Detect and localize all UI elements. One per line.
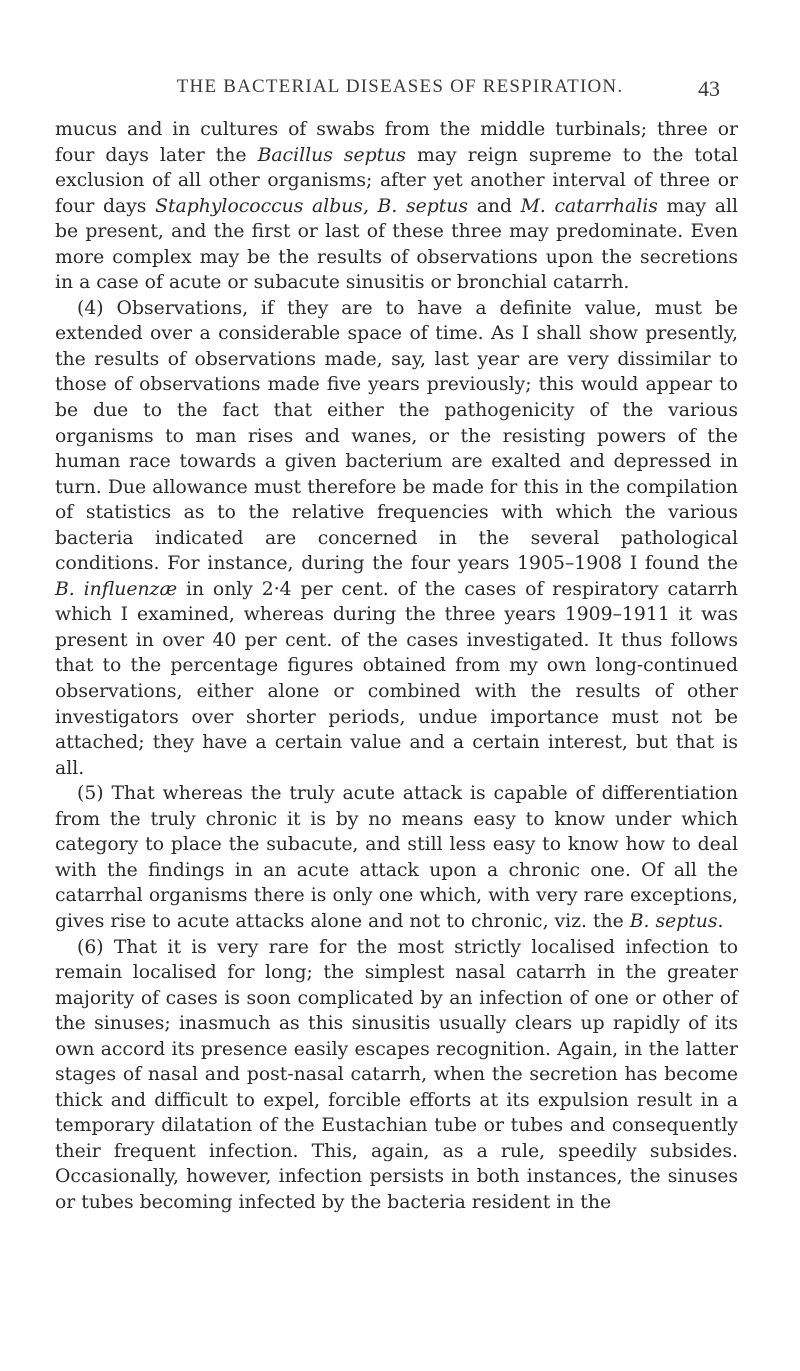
paragraph-point-5	[55, 781, 738, 934]
species-name: B. septus	[629, 910, 718, 932]
paragraph-point-4	[55, 296, 738, 781]
species-name: Bacillus septus	[257, 144, 406, 166]
text-segment: (5) That whereas the truly acute attack is capable of differentiation from the truly chronic it is by no means easy to know under which category to place the subacute, and still less easy to know how to deal with the findings in an acute attack upon a chronic one. Of all the catarrhal organisms there is only one which, with very rare exceptions, gives rise to acute attacks alone and not to chronic, viz. the	[55, 783, 738, 932]
species-name: Staphylococcus albus, B. septus	[155, 195, 469, 217]
paragraph-continuation	[55, 117, 738, 296]
running-head	[0, 76, 800, 100]
text-segment: .	[717, 910, 724, 932]
running-title: THE BACTERIAL DISEASES OF RESPIRATION.	[176, 76, 624, 97]
text-segment: mucus and in cultures of swabs from the middle turbinals; three or four days later the	[55, 119, 738, 166]
text-segment: may reign supreme to the total exclusion of all other organisms; after yet another interval of three or four days	[55, 144, 738, 217]
text-segment: in only 2·4 per cent. of the cases of respiratory catarrh which I examined, whereas during the three years 1909–1911 it was present in over 40 per cent. of the cases investigated. It thus follows that to the percentage figures obtained from my own long-continued observations, either alone or combined with the results of other investigators over shorter periods, undue importance must not be attached; they have a certain value and a certain interest, but that is all.	[55, 578, 739, 779]
text-segment: (6) That it is very rare for the most strictly localised infection to remain localised for long; the simplest nasal catarrh in the greater majority of cases is soon complicated by an infection of one or other of the sinuses; inasmuch as this sinusitis usually clears up rapidly of its own accord its presence easily escapes recognition. Again, in the latter stages of nasal and post-nasal catarrh, when the secretion has become thick and difficult to expel, forcible efforts at its expulsion result in a temporary dilatation of the Eustachian tube or tubes and consequently their frequent infection. This, again, as a rule, speedily subsides. Occasionally, however, infection persists in both instances, the sinuses or tubes becoming infected by the bacteria resident in the	[55, 936, 738, 1213]
species-name: B. influenzæ	[55, 578, 178, 600]
text-segment: (4) Observations, if they are to have a definite value, must be extended over a considerable space of time. As I shall show presently, the results of observations made, say, last year are very dissimilar to those of observations made five years previously; this would appear to be due to the fact that either the pathogenicity of the various organisms to man rises and wanes, or the resisting powers of the human race towards a given bacterium are exalted and depressed in turn. Due allowance must therefore be made for this in the compilation of statistics as to the relative frequencies with which the various bacteria indicated are concerned in the several pathological conditions. For instance, during the four years 1905–1908 I found the	[55, 297, 738, 575]
body-text	[55, 117, 738, 1216]
text-segment: may all be present, and the first or last of these three may predominate. Even more complex may be the results of observations upon the secretions in a case of acute or subacute sinusitis or bronchial catarrh.	[55, 195, 738, 294]
species-name: M. catarrhalis	[520, 195, 658, 217]
text-segment: and	[468, 195, 521, 217]
paragraph-point-6	[55, 935, 738, 1216]
page-number: 43	[698, 76, 720, 101]
